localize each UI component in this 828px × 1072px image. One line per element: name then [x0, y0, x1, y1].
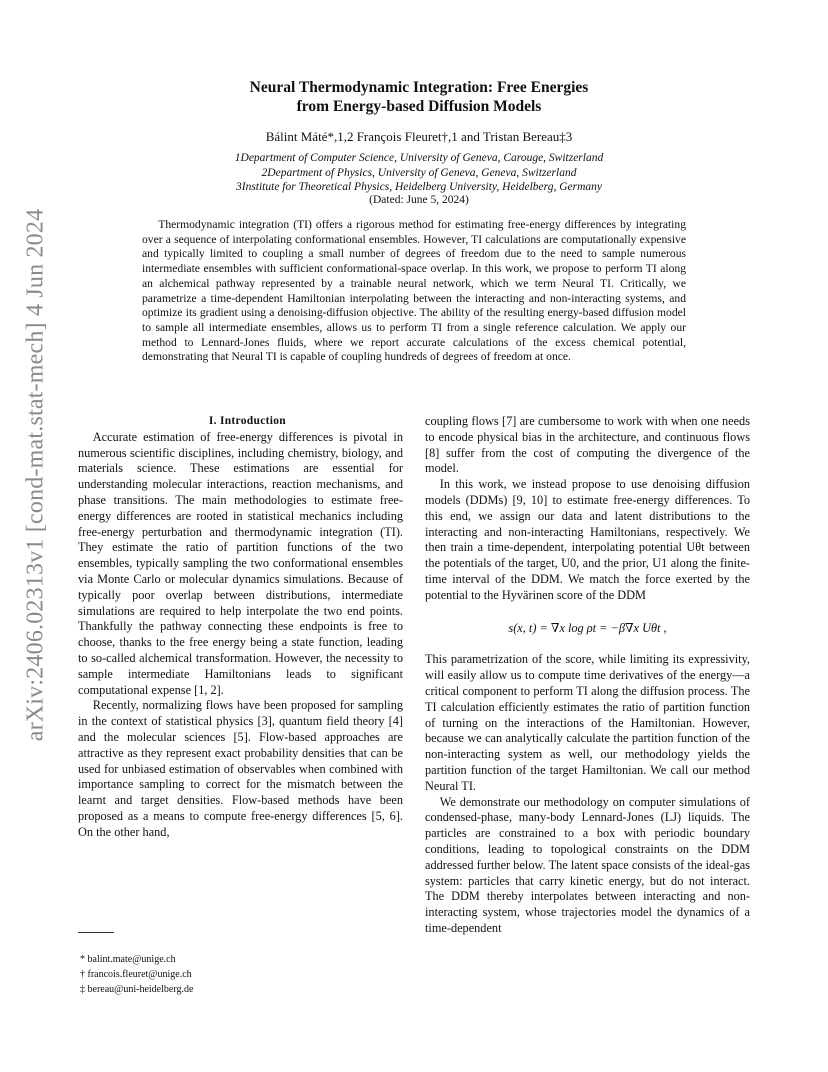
right-paragraph-1: In this work, we instead propose to use denoising diffusion models (DDMs) [9, 10] to estimate free-energy differences. To this end, we assign our data and latent distributions to the interacting and non-interacting Hamiltonians, respectively. We then train a time-dependent, interpolating potential Uθt between the potentials of the target, U0, and the prior, U1 along the finite-time interval of the DDM. We match the force exerted by the potential to the Hyvärinen score of the DDM — [425, 477, 750, 602]
footnote-email-2: † francois.fleuret@unige.ch — [80, 969, 192, 980]
right-column — [425, 414, 750, 937]
affiliations — [90, 151, 748, 195]
section-heading-introduction: I. Introduction — [208, 415, 286, 427]
footnotes — [80, 952, 193, 997]
title-line-2: from Energy-based Diffusion Models — [296, 98, 542, 115]
intro-paragraph-1: Accurate estimation of free-energy differences is pivotal in numerous scientific disciplines, including chemistry, biology, and materials science. These estimations are essential for understanding molecular interactions, reaction mechanisms, and phase transitions. The main methodologies to estimate free-energy differences are rooted in statistical mechanics including free-energy perturbation and thermodynamic integration (TI). They estimate the ratio of partition functions of the two ensembles, typically sampling the two conformational ensembles via Monte Carlo or molecular dynamics simulations. Because of typically poor overlap between distributions, intermediate simulations are required to help interpolate the two end points. Thankfully the pathway connecting these endpoints is free to choose, thanks to the free energy being a state function, leading to so-called alchemical transformation. However, the necessity to sample intermediate Hamiltonians leads to significant computational expense [1, 2]. — [78, 429, 403, 697]
affiliation-1: 1Department of Computer Science, University of Geneva, Carouge, Switzerland — [234, 152, 604, 164]
date-line: (Dated: June 5, 2024) — [369, 194, 469, 206]
footnote-email-1: * balint.mate@unige.ch — [80, 954, 176, 965]
footnote-divider — [78, 932, 114, 933]
arxiv-identifier-text: arXiv:2406.02313v1 [cond-mat.stat-mech] 4 Jun 2024 — [22, 208, 49, 742]
paper-title — [90, 78, 748, 116]
footnote-email-3: ‡ bereau@uni-heidelberg.de — [80, 984, 194, 995]
title-line-1: Neural Thermodynamic Integration: Free Energies — [249, 79, 589, 96]
score-equation: s(x, t) = ∇x log ρt = −β∇x Uθt , — [508, 620, 667, 635]
abstract: Thermodynamic integration (TI) offers a rigorous method for estimating free-energy differences by integrating over a sequence of interpolating conformational ensembles. However, TI calculations are computationally expensive and typically limited to coupling a small number of degrees of freedom due to the need to sample numerous intermediate ensembles with sufficient conformational-space overlap. In this work, we propose to perform TI along an alchemical pathway represented by a trainable neural network, which we term Neural TI. Critically, we parametrize a time-dependent Hamiltonian interpolating between the interacting and non-interacting systems, and optimize its gradient using a denoising-diffusion objective. The ability of the resulting energy-based diffusion model to sample all intermediate ensembles, allows us to perform TI from a single reference calculation. We apply our method to Lennard-Jones fluids, where we report accurate calculations of the excess chemical potential, demonstrating that Neural TI is capable of coupling hundreds of degrees of freedom at once. — [142, 218, 686, 364]
arxiv-identifier — [12, 208, 60, 742]
affiliation-2: 2Department of Physics, University of Geneva, Geneva, Switzerland — [261, 166, 577, 179]
author-list: Bálint Máté*,1,2 François Fleuret†,1 and Tristan Bereau‡3 — [265, 129, 573, 144]
left-column — [78, 414, 403, 841]
right-paragraph-continued: coupling flows [7] are cumbersome to work with when one needs to encode physical bias in the architecture, and continuous flows [8] suffer from the cost of computing the divergence of the model. — [425, 414, 750, 476]
right-paragraph-2: This parametrization of the score, while limiting its expressivity, will easily allow us to compute time derivatives of the energy—a critical component to perform TI along the diffusion process. The TI calculation efficiently estimates the ratio of partition function of turning on the interactions of the Hamiltonian. However, because we can analytically calculate the partition function of the non-interacting system as well, our methodology yields the partition function of the target Hamiltonian. We call our method Neural TI. — [425, 652, 750, 793]
right-paragraph-3: We demonstrate our methodology on computer simulations of condensed-phase, many-body Lennard-Jones (LJ) liquids. The particles are constrained to a box with periodic boundary conditions, leading to topological constraints on the DDM addressed further below. The latent space consists of the ideal-gas system: particles that carry kinetic energy, but do not interact. The DDM thereby interpolates between interacting and non-interacting system, whose trajectories model the dynamics of a time-dependent — [425, 794, 750, 935]
intro-paragraph-2: Recently, normalizing flows have been proposed for sampling in the context of statistical physics [3], quantum field theory [4] and the molecular sciences [5]. Flow-based approaches are attractive as they represent exact probability densities that can be used for unbiased estimation of observables when combined with importance sampling to correct for the mismatch between the learnt and target densities. Flow-based methods have been proposed as a means to compute free-energy differences [5, 6]. On the other hand, — [78, 698, 403, 839]
affiliation-3: 3Institute for Theoretical Physics, Heidelberg University, Heidelberg, Germany — [235, 181, 602, 193]
